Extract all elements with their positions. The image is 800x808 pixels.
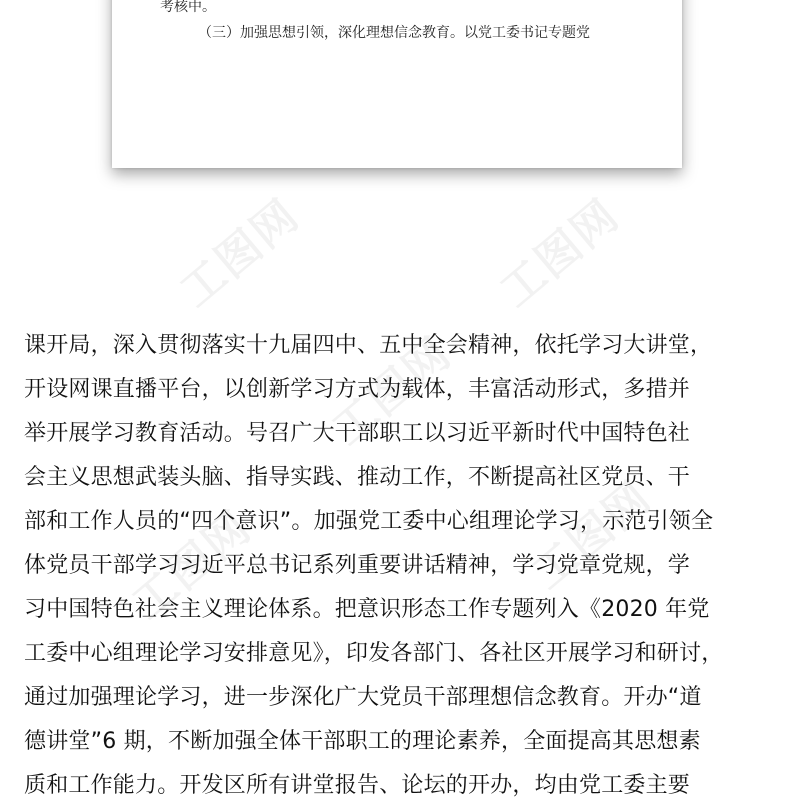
body-line: 开设网课直播平台，以创新学习方式为载体，丰富活动形式，多措并 <box>24 377 691 402</box>
document-page-preview <box>112 0 682 168</box>
page-text-line: 考核中。 <box>160 0 216 15</box>
body-line: 质和工作能力。开发区所有讲堂报告、论坛的开办，均由党工委主要 <box>24 773 691 798</box>
body-line: 举开展学习教育活动。号召广大干部职工以习近平新时代中国特色社 <box>24 421 691 446</box>
body-line: 课开局，深入贯彻落实十九届四中、五中全会精神，依托学习大讲堂， <box>24 333 713 358</box>
body-line: 工委中心组理论学习安排意见》，印发各部门、各社区开展学习和研讨， <box>24 641 724 666</box>
body-line: 习中国特色社会主义理论体系。把意识形态工作专题列入《2020 年党 <box>24 597 710 622</box>
body-line: 体党员干部学习习近平总书记系列重要讲话精神，学习党章党规，学 <box>24 553 691 578</box>
watermark: 工图网 <box>522 471 662 600</box>
document-body <box>24 324 784 808</box>
body-line: 德讲堂”6 期，不断加强全体干部职工的理论素养，全面提高其思想素 <box>24 729 701 754</box>
body-line: 会主义思想武装头脑、指导实践、推动工作，不断提高社区党员、干 <box>24 465 691 490</box>
body-line: 部和工作人员的“四个意识”。加强党工委中心组理论学习，示范引领全 <box>24 509 714 534</box>
watermark: 工图网 <box>170 189 310 318</box>
page-section-heading: （三）加强思想引领，深化理想信念教育。以党工委书记专题党 <box>198 25 590 41</box>
watermark: 工图网 <box>122 501 262 630</box>
watermark: 工图网 <box>322 327 462 456</box>
watermark: 工图网 <box>490 189 630 318</box>
body-line: 通过加强理论学习，进一步深化广大党员干部理想信念教育。开办“道 <box>24 685 702 710</box>
